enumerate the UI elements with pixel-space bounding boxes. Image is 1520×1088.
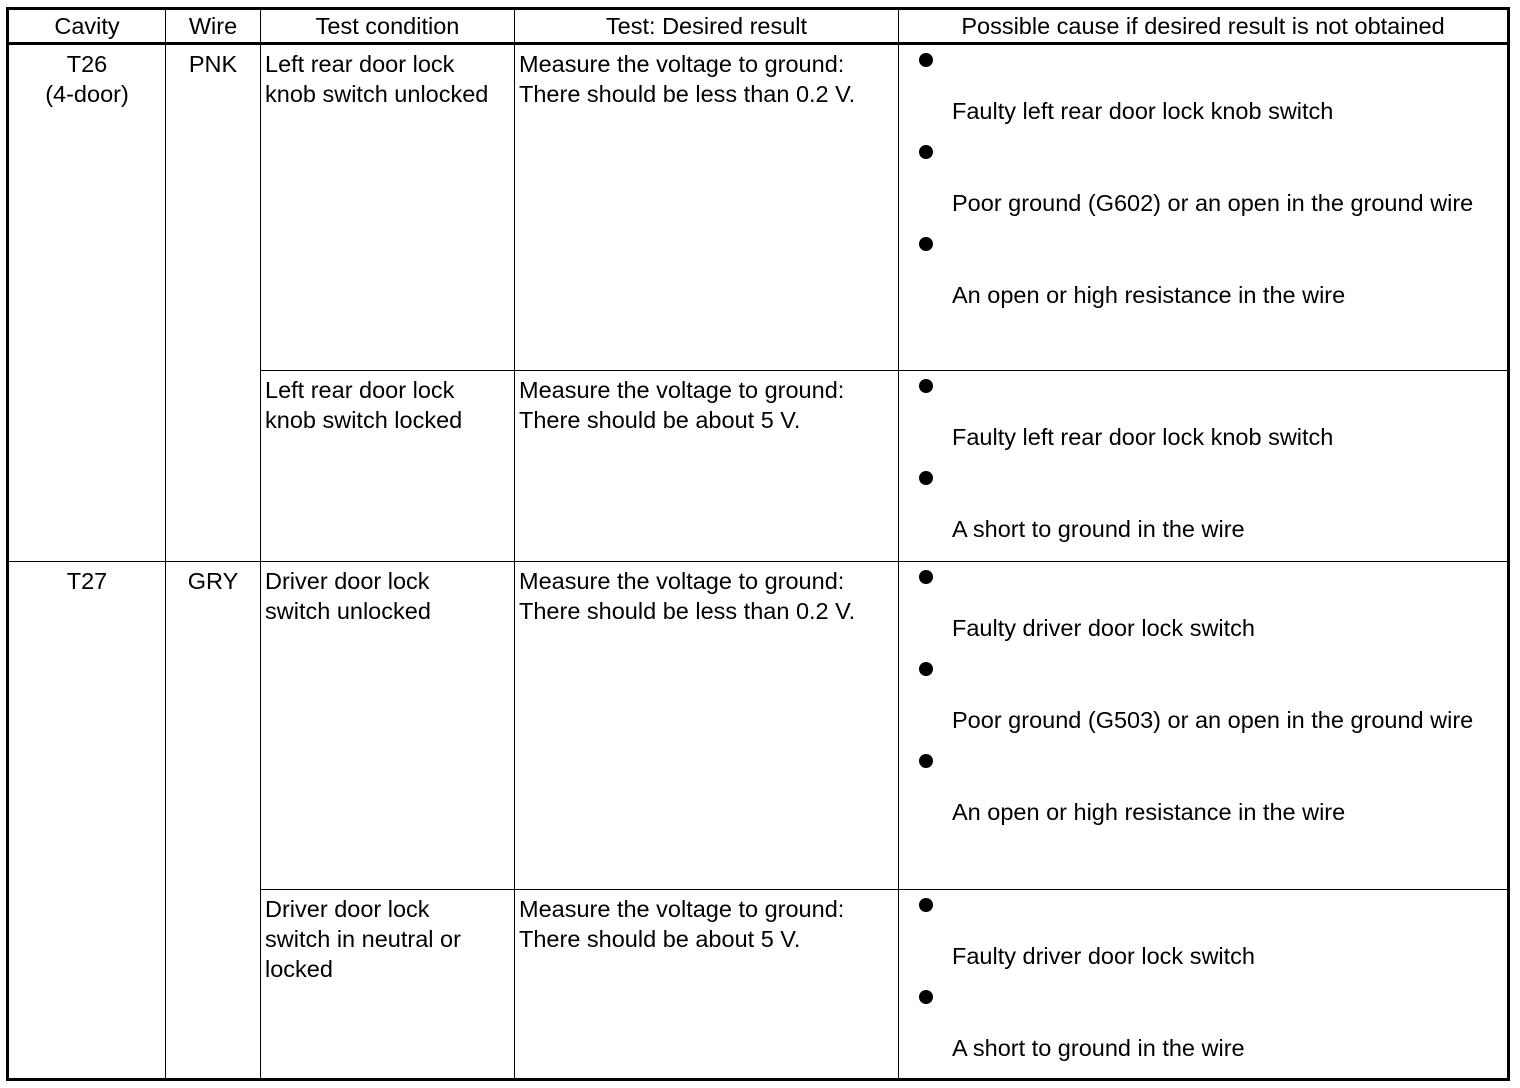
cause-item xyxy=(919,233,1497,310)
bullet-icon xyxy=(919,471,933,485)
wire-color-cell: PNK xyxy=(166,44,261,562)
table-body xyxy=(8,44,1509,1080)
bullet-icon xyxy=(919,53,933,67)
cause-item xyxy=(919,986,1497,1063)
test-condition-line: Driver door lock xyxy=(265,568,430,595)
cause-item xyxy=(919,49,1497,126)
cause-text: Faulty driver door lock switch xyxy=(952,943,1255,970)
bullet-icon xyxy=(919,662,933,676)
wire-color-cell: GRY xyxy=(166,562,261,1080)
cavity-note: (4-door) xyxy=(45,81,129,107)
cause-text: A short to ground in the wire xyxy=(952,515,1245,542)
possible-cause-cell xyxy=(899,44,1509,371)
cause-list xyxy=(899,562,1507,827)
bullet-icon xyxy=(919,990,933,1004)
desired-result-cell xyxy=(515,562,899,890)
cause-item xyxy=(919,658,1497,735)
bullet-icon xyxy=(919,145,933,159)
cavity-cell xyxy=(8,562,166,1080)
test-condition-line: locked xyxy=(265,956,333,983)
possible-cause-cell xyxy=(899,890,1509,1080)
desired-result-line: There should be about 5 V. xyxy=(519,926,801,953)
cause-item xyxy=(919,750,1497,827)
cause-item xyxy=(919,467,1497,544)
cavity-number: T27 xyxy=(66,568,108,595)
test-condition-line: Left rear door lock xyxy=(265,376,455,403)
desired-result-line: There should be less than 0.2 V. xyxy=(519,81,856,107)
desired-result-cell xyxy=(515,370,899,562)
test-condition-line: knob switch locked xyxy=(265,406,463,433)
header-wire: Wire xyxy=(166,9,261,44)
test-condition-line: Driver door lock xyxy=(265,896,430,923)
diagnostic-table xyxy=(6,7,1510,1081)
cause-list xyxy=(899,890,1507,1063)
cause-item xyxy=(919,375,1497,452)
cause-list xyxy=(899,45,1507,310)
cause-text: Faulty left rear door lock knob switch xyxy=(952,423,1334,450)
test-condition-line: switch unlocked xyxy=(265,598,431,625)
desired-result-line: There should be less than 0.2 V. xyxy=(519,598,856,625)
bullet-icon xyxy=(919,379,933,393)
cause-text: Poor ground (G503) or an open in the ground wire xyxy=(952,707,1474,734)
possible-cause-cell xyxy=(899,370,1509,562)
bullet-icon xyxy=(919,754,933,768)
header-cavity: Cavity xyxy=(8,9,166,44)
test-condition-cell xyxy=(261,890,515,1080)
header-test-condition: Test condition xyxy=(261,9,515,44)
desired-result-line: Measure the voltage to ground: xyxy=(519,51,845,77)
bullet-icon xyxy=(919,570,933,584)
desired-result-line: Measure the voltage to ground: xyxy=(519,376,845,403)
cause-text: An open or high resistance in the wire xyxy=(952,799,1346,826)
cause-item xyxy=(919,894,1497,971)
test-condition-cell xyxy=(261,562,515,890)
test-condition-line: knob switch unlocked xyxy=(265,81,489,107)
cause-text: Poor ground (G602) or an open in the ground wire xyxy=(952,190,1474,216)
test-condition-line: Left rear door lock xyxy=(265,51,455,77)
possible-cause-cell xyxy=(899,562,1509,890)
table-row xyxy=(8,44,1509,371)
table-row xyxy=(8,562,1509,890)
cavity-cell xyxy=(8,44,166,562)
header-row xyxy=(8,9,1509,44)
desired-result-line: Measure the voltage to ground: xyxy=(519,568,845,595)
header-desired-result: Test: Desired result xyxy=(515,9,899,44)
test-condition-cell xyxy=(261,44,515,371)
desired-result-cell xyxy=(515,890,899,1080)
cause-item xyxy=(919,141,1497,218)
desired-result-line: Measure the voltage to ground: xyxy=(519,896,845,923)
test-condition-cell xyxy=(261,370,515,562)
desired-result-cell xyxy=(515,44,899,371)
bullet-icon xyxy=(919,237,933,251)
cause-text: Faulty driver door lock switch xyxy=(952,615,1255,642)
desired-result-line: There should be about 5 V. xyxy=(519,406,801,433)
header-possible-cause: Possible cause if desired result is not obtained xyxy=(899,9,1509,44)
cause-text: Faulty left rear door lock knob switch xyxy=(952,98,1334,124)
cause-text: A short to ground in the wire xyxy=(952,1035,1245,1062)
cause-list xyxy=(899,371,1507,544)
cavity-number: T26 xyxy=(66,51,108,77)
cause-text: An open or high resistance in the wire xyxy=(952,282,1346,308)
test-condition-line: switch in neutral or xyxy=(265,926,461,953)
cause-item xyxy=(919,566,1497,643)
bullet-icon xyxy=(919,898,933,912)
